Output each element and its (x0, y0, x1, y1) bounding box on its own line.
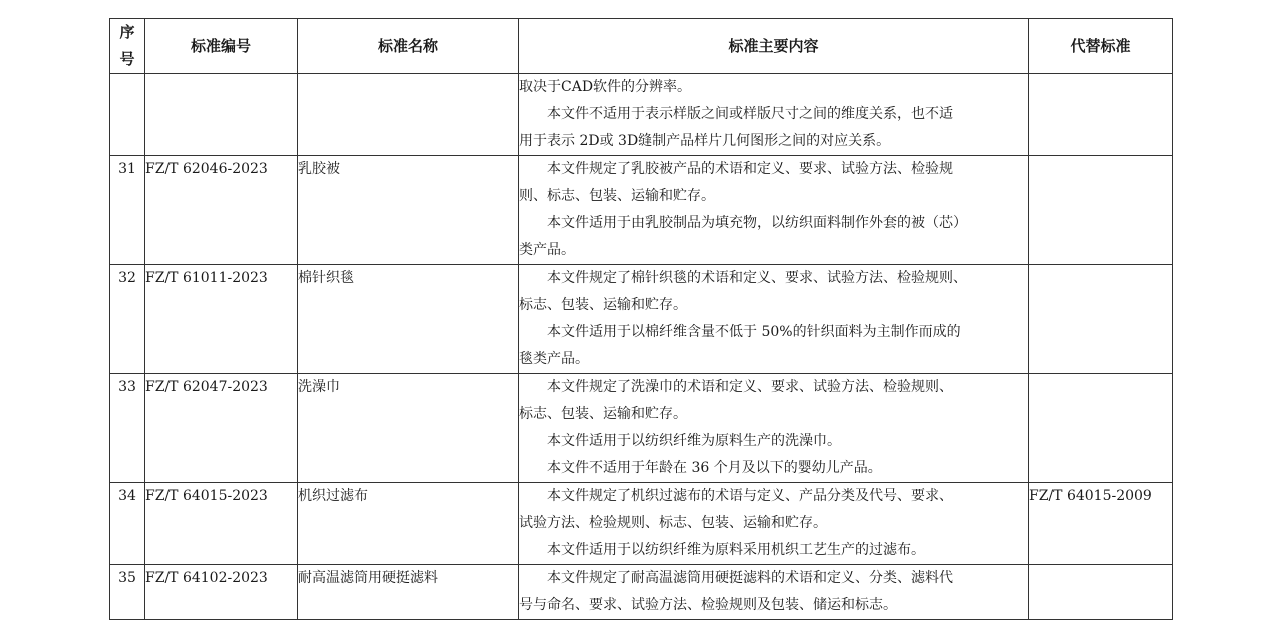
cell-name: 乳胶被 (298, 156, 519, 265)
cell-seq: 34 (110, 483, 145, 565)
cell-content (519, 565, 1029, 620)
header-code: 标准编号 (145, 19, 298, 74)
content-line: 则、标志、包装、运输和贮存。 (519, 188, 715, 204)
cell-name: 耐高温滤筒用硬挺滤料 (298, 565, 519, 620)
cell-name: 机织过滤布 (298, 483, 519, 565)
content-line: 号与命名、要求、试验方法、检验规则及包装、储运和标志。 (519, 597, 897, 613)
cell-replaced (1029, 156, 1173, 265)
cell-code: FZ/T 61011-2023 (145, 265, 298, 374)
content-line: 本文件适用于以纺织纤维为原料生产的洗澡巾。 (547, 433, 841, 449)
cell-content (519, 156, 1029, 265)
cell-code: FZ/T 64015-2023 (145, 483, 298, 565)
cell-content (519, 74, 1029, 156)
cell-content (519, 483, 1029, 565)
cell-seq: 35 (110, 565, 145, 620)
cell-content (519, 265, 1029, 374)
content-line: 本文件规定了机织过滤布的术语与定义、产品分类及代号、要求、 (547, 488, 953, 504)
content-line: 本文件不适用于表示样版之间或样版尺寸之间的维度关系，也不适 (547, 106, 953, 122)
cell-seq: 31 (110, 156, 145, 265)
table-row-continuation (110, 74, 1173, 156)
content-line: 本文件规定了乳胶被产品的术语和定义、要求、试验方法、检验规 (547, 161, 953, 177)
header-name: 标准名称 (298, 19, 519, 74)
cell-code: FZ/T 62046-2023 (145, 156, 298, 265)
content-line: 本文件规定了洗澡巾的术语和定义、要求、试验方法、检验规则、 (547, 379, 953, 395)
cell-replaced (1029, 565, 1173, 620)
cell-code (145, 74, 298, 156)
cell-replaced (1029, 374, 1173, 483)
content-line: 试验方法、检验规则、标志、包装、运输和贮存。 (519, 515, 827, 531)
content-line: 用于表示 2D或 3D缝制产品样片几何图形之间的对应关系。 (519, 133, 891, 149)
content-line: 毯类产品。 (519, 351, 589, 367)
cell-name (298, 74, 519, 156)
cell-name: 洗澡巾 (298, 374, 519, 483)
content-line: 本文件适用于由乳胶制品为填充物，以纺织面料制作外套的被（芯） (547, 215, 967, 231)
content-line: 本文件规定了棉针织毯的术语和定义、要求、试验方法、检验规则、 (547, 270, 967, 286)
cell-content (519, 374, 1029, 483)
cell-code: FZ/T 62047-2023 (145, 374, 298, 483)
table-row (110, 156, 1173, 265)
content-line: 本文件适用于以纺织纤维为原料采用机织工艺生产的过滤布。 (547, 542, 925, 558)
header-seq-line1: 序 (119, 23, 135, 41)
cell-seq: 32 (110, 265, 145, 374)
content-line: 本文件不适用于年龄在 36 个月及以下的婴幼儿产品。 (547, 460, 882, 476)
header-seq (110, 19, 145, 74)
cell-code: FZ/T 64102-2023 (145, 565, 298, 620)
cell-replaced (1029, 74, 1173, 156)
content-line: 类产品。 (519, 242, 575, 258)
table-row (110, 374, 1173, 483)
cell-replaced: FZ/T 64015-2009 (1029, 483, 1173, 565)
cell-seq (110, 74, 145, 156)
content-line: 取决于CAD软件的分辨率。 (519, 79, 692, 95)
content-line: 标志、包装、运输和贮存。 (519, 297, 687, 313)
cell-name: 棉针织毯 (298, 265, 519, 374)
cell-seq: 33 (110, 374, 145, 483)
header-seq-line2: 号 (119, 50, 135, 68)
table-row (110, 265, 1173, 374)
content-line: 标志、包装、运输和贮存。 (519, 406, 687, 422)
table-row (110, 565, 1173, 620)
header-content: 标准主要内容 (519, 19, 1029, 74)
table-header-row (110, 19, 1173, 74)
cell-replaced (1029, 265, 1173, 374)
header-replaced: 代替标准 (1029, 19, 1173, 74)
content-line: 本文件规定了耐高温滤筒用硬挺滤料的术语和定义、分类、滤料代 (547, 570, 953, 586)
content-line: 本文件适用于以棉纤维含量不低于 50%的针织面料为主制作而成的 (547, 324, 961, 340)
standards-table (109, 18, 1173, 620)
table-row (110, 483, 1173, 565)
